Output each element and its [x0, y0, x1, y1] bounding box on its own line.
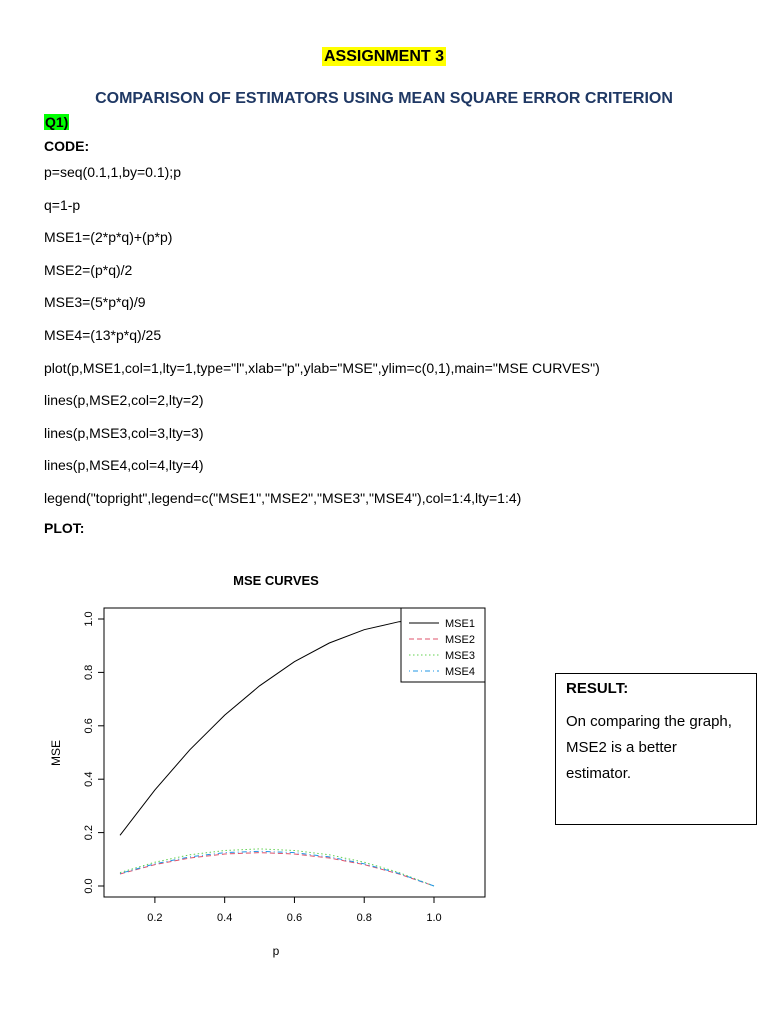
- result-box: [555, 673, 757, 825]
- series-line-mse2: [120, 853, 434, 886]
- y-tick-label: 0.4: [83, 771, 95, 787]
- code-heading: CODE:: [44, 138, 90, 154]
- mse-curves-chart: [40, 565, 475, 965]
- legend-label: MSE4: [445, 666, 475, 678]
- legend-label: MSE3: [445, 650, 475, 662]
- code-line: lines(p,MSE4,col=4,lty=4): [44, 457, 204, 474]
- y-tick-label: 0.6: [83, 718, 95, 734]
- assignment-title-text: ASSIGNMENT 3: [323, 48, 444, 65]
- plot-heading: PLOT:: [44, 520, 85, 536]
- x-axis: [147, 897, 441, 924]
- legend-label: MSE2: [445, 634, 475, 646]
- x-axis-label: p: [272, 944, 280, 958]
- x-tick-label: 0.6: [286, 912, 303, 924]
- code-line: MSE1=(2*p*q)+(p*p): [44, 229, 173, 246]
- code-line: MSE2=(p*q)/2: [44, 261, 133, 278]
- x-tick-label: 0.4: [217, 912, 233, 924]
- chart-legend: [401, 608, 485, 682]
- question-label: [44, 114, 69, 132]
- series-line-mse3: [120, 849, 434, 886]
- code-line: plot(p,MSE1,col=1,lty=1,type="l",xlab="p",ylab="MSE",ylim=c(0,1),main="MSE CURVES"): [44, 359, 600, 376]
- series-line-mse1: [120, 619, 434, 835]
- series-line-mse4: [120, 851, 434, 886]
- code-line: legend("topright",legend=c("MSE1","MSE2","MSE3","MSE4"),col=1:4,lty=1:4): [44, 489, 522, 506]
- x-tick-label: 1.0: [426, 912, 442, 924]
- legend-label: MSE1: [445, 618, 475, 630]
- series-lines: [120, 619, 434, 886]
- code-line: q=1-p: [44, 196, 81, 213]
- code-line: p=seq(0.1,1,by=0.1);p: [44, 164, 181, 180]
- x-tick-label: 0.8: [356, 912, 372, 924]
- assignment-title: [0, 48, 768, 66]
- code-line: lines(p,MSE3,col=3,lty=3): [44, 424, 204, 441]
- code-line: MSE3=(5*p*q)/9: [44, 294, 146, 311]
- y-axis-label: MSE: [49, 739, 63, 767]
- code-block: [44, 162, 600, 521]
- y-tick-label: 0.0: [83, 878, 95, 894]
- y-tick-label: 1.0: [83, 611, 95, 627]
- question-label-text: Q1): [45, 114, 69, 130]
- code-line: lines(p,MSE2,col=2,lty=2): [44, 392, 204, 409]
- assignment-subtitle: COMPARISON OF ESTIMATORS USING MEAN SQUARE ERROR CRITERION: [95, 90, 673, 107]
- y-tick-label: 0.2: [83, 824, 95, 841]
- result-text: On comparing the graph, MSE2 is a better estimator.: [566, 713, 732, 782]
- result-heading: RESULT:: [566, 680, 629, 697]
- y-axis: [83, 611, 104, 893]
- x-tick-label: 0.2: [147, 912, 163, 924]
- y-tick-label: 0.8: [83, 664, 95, 681]
- code-line: MSE4=(13*p*q)/25: [44, 326, 162, 343]
- chart-title: MSE CURVES: [233, 573, 319, 588]
